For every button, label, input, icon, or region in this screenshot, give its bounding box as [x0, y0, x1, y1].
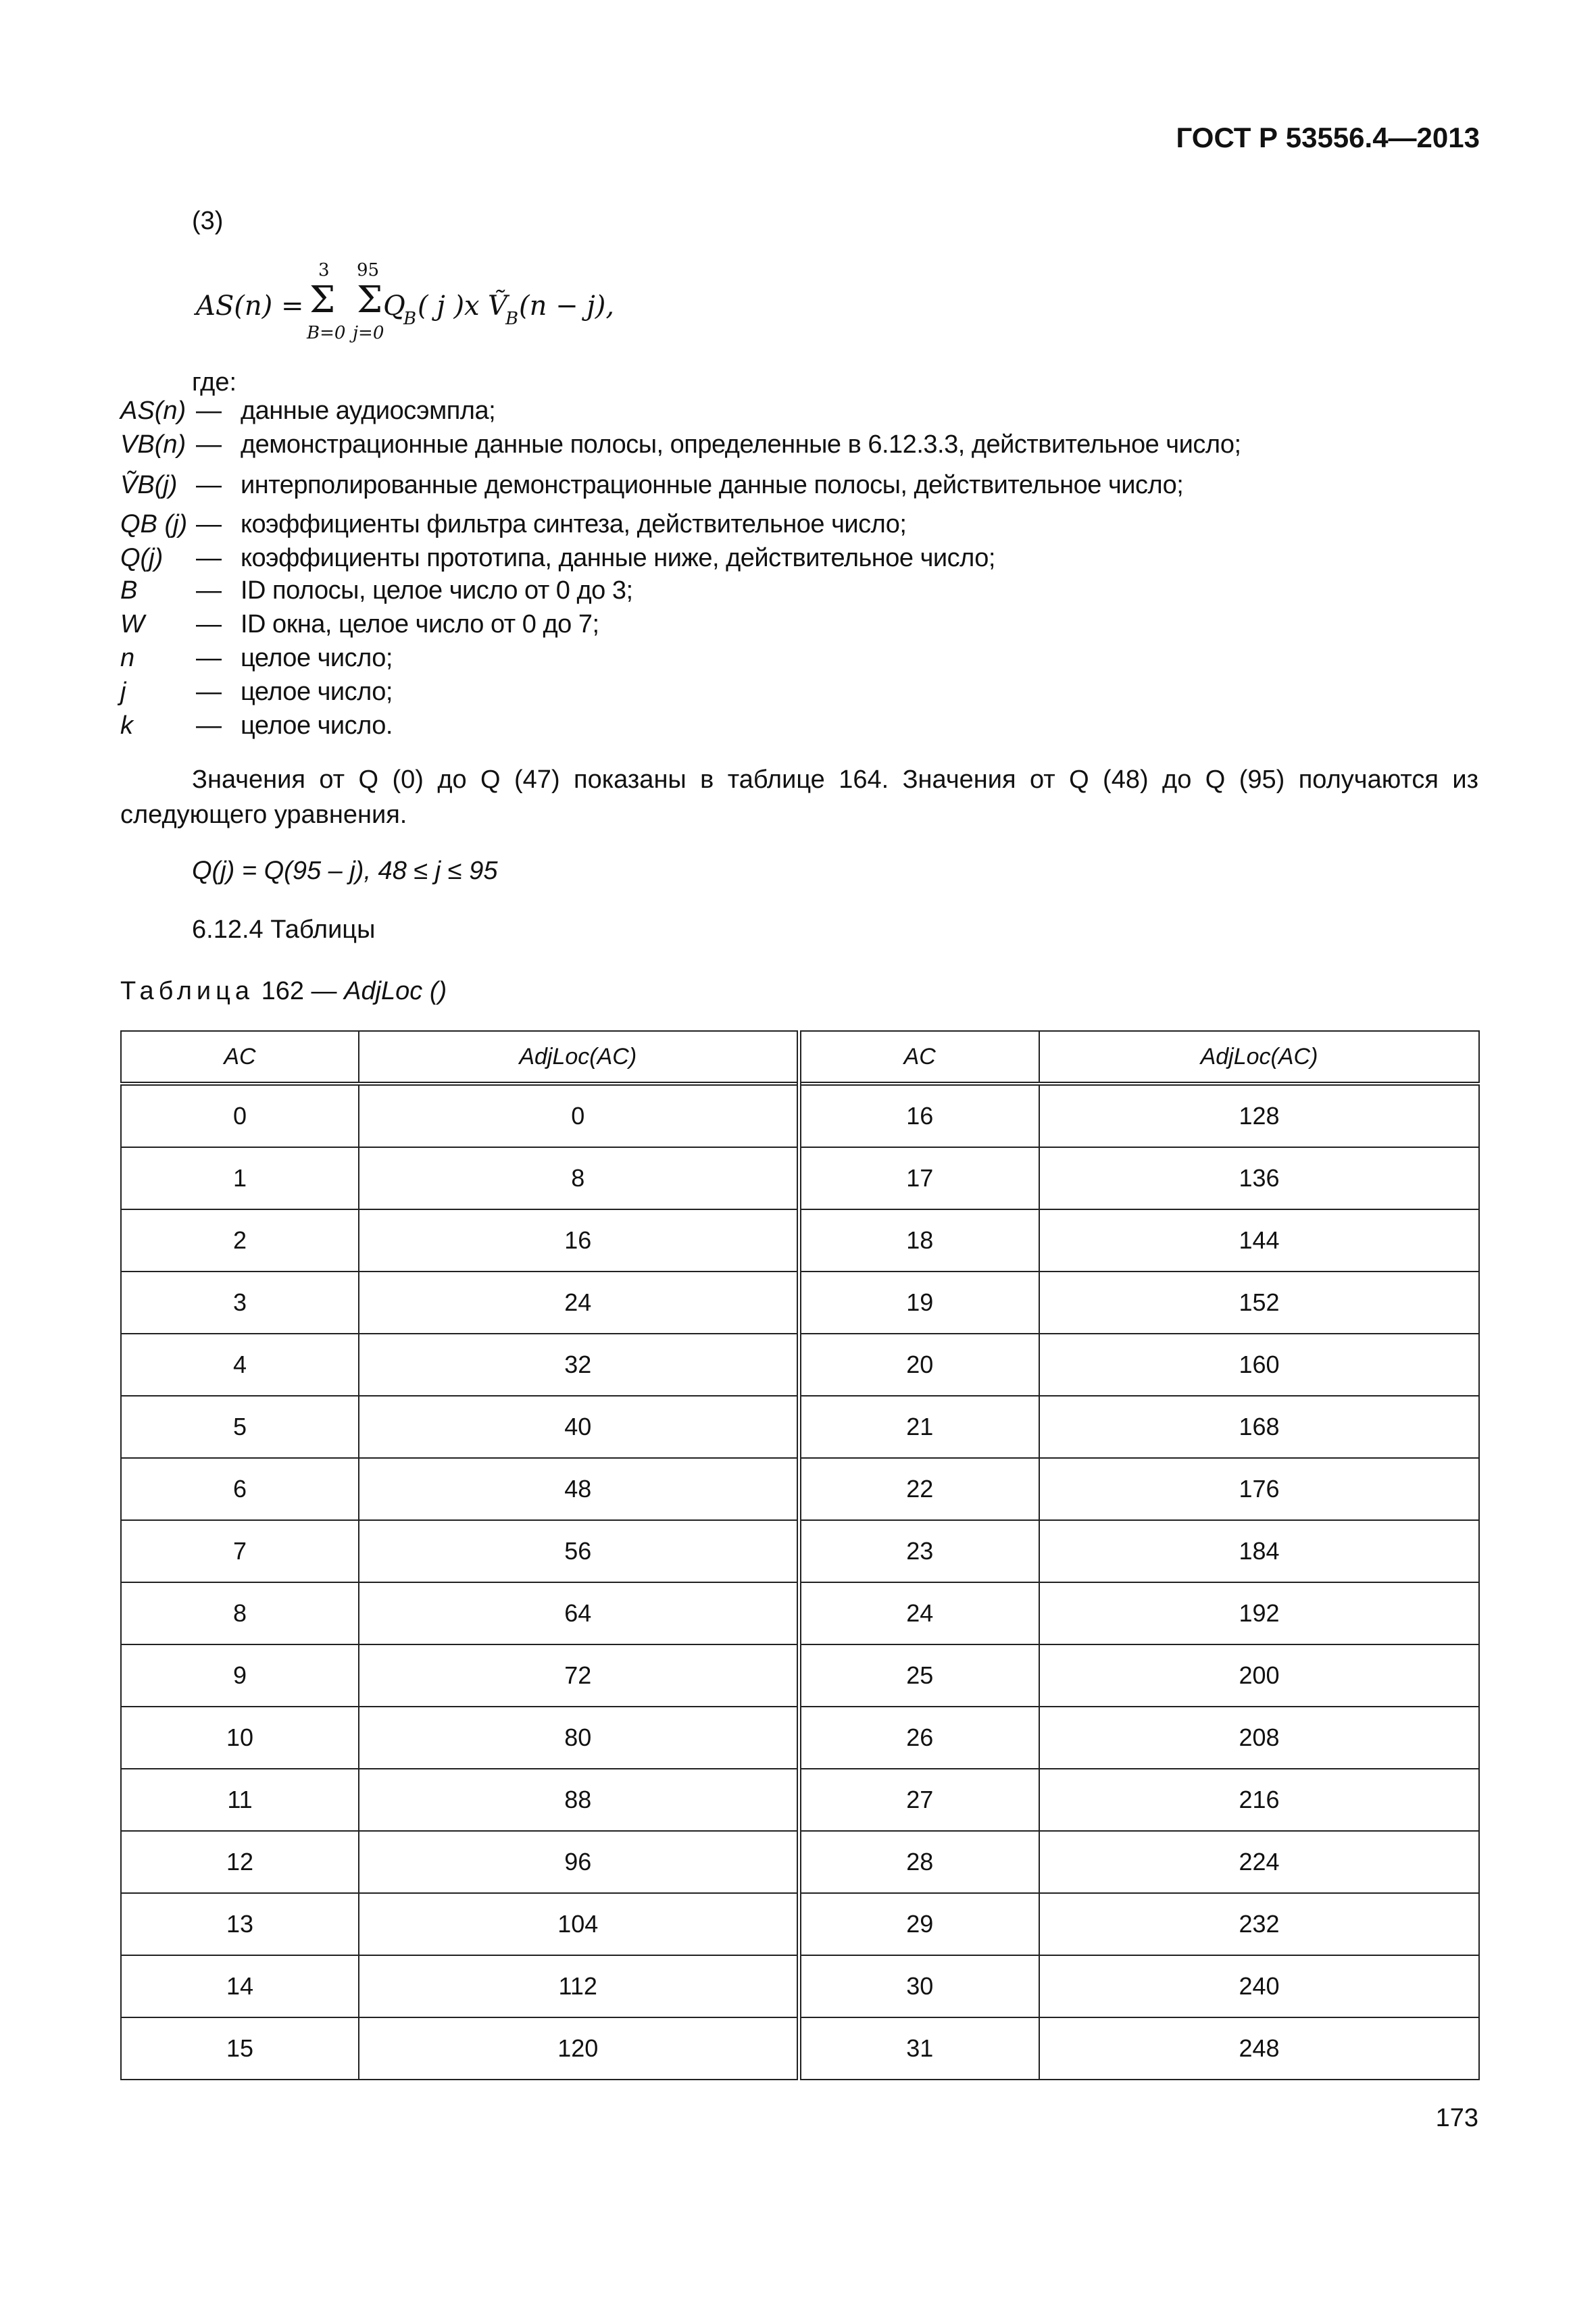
definition-text: целое число;	[241, 644, 393, 672]
definition-dash: —	[196, 397, 222, 425]
header-ac: AC	[799, 1031, 1039, 1084]
equation-q-symmetry	[192, 857, 497, 886]
formula-lhs: AS(n) =	[196, 291, 304, 322]
sum1-symbol: Σ	[309, 278, 336, 321]
table-row	[121, 1084, 1479, 1147]
table-row	[121, 1955, 1479, 2017]
cell-ac: 3	[121, 1272, 359, 1334]
definition-symbol: Q(j)	[120, 544, 164, 572]
table-row	[121, 1272, 1479, 1334]
equation-number: (3)	[192, 207, 224, 235]
where-label: где:	[192, 368, 237, 397]
cell-ac: 31	[799, 2017, 1039, 2080]
definition-text: данные аудиосэмпла;	[241, 397, 496, 425]
definition-symbol: AS(n)	[120, 397, 186, 425]
cell-adjloc: 152	[1039, 1272, 1479, 1334]
cell-ac: 5	[121, 1396, 359, 1458]
cell-adjloc: 168	[1039, 1396, 1479, 1458]
header-adjloc: AdjLoc(AC)	[359, 1031, 799, 1084]
formula	[196, 260, 669, 355]
cell-ac: 15	[121, 2017, 359, 2080]
definition-text: коэффициенты прототипа, данные ниже, действительное число;	[241, 544, 995, 572]
sum1-lower: B=0	[307, 323, 346, 343]
formula-v-tilde: Ṽ	[488, 291, 507, 322]
adjloc-table	[120, 1030, 1480, 2080]
table-row	[121, 1707, 1479, 1769]
definition-text: демонстрационные данные полосы, определенные в 6.12.3.3, действительное число;	[241, 430, 1241, 459]
definition-dash: —	[196, 430, 222, 459]
page-number: 173	[1435, 2104, 1478, 2132]
cell-adjloc: 208	[1039, 1707, 1479, 1769]
cell-ac: 14	[121, 1955, 359, 2017]
cell-adjloc: 200	[1039, 1644, 1479, 1707]
cell-adjloc: 144	[1039, 1209, 1479, 1272]
definition-dash: —	[196, 644, 222, 672]
table-caption-name: AdjLoc ()	[344, 977, 447, 1005]
cell-ac: 2	[121, 1209, 359, 1272]
cell-adjloc: 128	[1039, 1084, 1479, 1147]
cell-adjloc: 8	[359, 1147, 799, 1209]
definition-dash: —	[196, 711, 222, 740]
cell-ac: 10	[121, 1707, 359, 1769]
table-row	[121, 1893, 1479, 1955]
cell-adjloc: 32	[359, 1334, 799, 1396]
cell-ac: 11	[121, 1769, 359, 1831]
cell-adjloc: 72	[359, 1644, 799, 1707]
formula-tail: (n − j),	[519, 291, 615, 322]
body-paragraph: Значения от Q (0) до Q (47) показаны в таблице 164. Значения от Q (48) до Q (95) получаются из следующего уравнения.	[120, 765, 1478, 829]
cell-ac: 1	[121, 1147, 359, 1209]
cell-adjloc: 64	[359, 1582, 799, 1644]
definition-symbol: VB(n)	[120, 430, 186, 459]
cell-ac: 8	[121, 1582, 359, 1644]
definition-dash: —	[196, 471, 222, 499]
document-header: ГОСТ Р 53556.4—2013	[1176, 122, 1480, 153]
definition-dash: —	[196, 678, 222, 706]
cell-ac: 22	[799, 1458, 1039, 1520]
table-row	[121, 1582, 1479, 1644]
cell-ac: 20	[799, 1334, 1039, 1396]
cell-adjloc: 112	[359, 1955, 799, 2017]
formula-q: Q	[383, 291, 405, 322]
definition-dash: —	[196, 544, 222, 572]
table-row	[121, 1396, 1479, 1458]
cell-adjloc: 96	[359, 1831, 799, 1893]
cell-adjloc: 40	[359, 1396, 799, 1458]
cell-ac: 9	[121, 1644, 359, 1707]
cell-adjloc: 184	[1039, 1520, 1479, 1582]
cell-ac: 6	[121, 1458, 359, 1520]
cell-adjloc: 176	[1039, 1458, 1479, 1520]
cell-adjloc: 80	[359, 1707, 799, 1769]
header-adjloc: AdjLoc(AC)	[1039, 1031, 1479, 1084]
cell-adjloc: 216	[1039, 1769, 1479, 1831]
table-row	[121, 1147, 1479, 1209]
cell-adjloc: 48	[359, 1458, 799, 1520]
sum2-lower: j=0	[353, 323, 384, 343]
cell-ac: 27	[799, 1769, 1039, 1831]
definition-text: коэффициенты фильтра синтеза, действительное число;	[241, 510, 907, 538]
cell-adjloc: 248	[1039, 2017, 1479, 2080]
definition-symbol: W	[120, 610, 145, 638]
cell-adjloc: 136	[1039, 1147, 1479, 1209]
sum2-symbol: Σ	[357, 278, 383, 321]
definition-text: целое число.	[241, 711, 393, 740]
definition-symbol: ṼB(j)	[120, 471, 178, 499]
cell-adjloc: 16	[359, 1209, 799, 1272]
table-row	[121, 1458, 1479, 1520]
cell-adjloc: 232	[1039, 1893, 1479, 1955]
cell-adjloc: 88	[359, 1769, 799, 1831]
section-heading: 6.12.4 Таблицы	[192, 915, 376, 944]
cell-ac: 21	[799, 1396, 1039, 1458]
cell-ac: 18	[799, 1209, 1039, 1272]
formula-v-sub: B	[505, 309, 519, 329]
cell-adjloc: 24	[359, 1272, 799, 1334]
definition-symbol: QB (j)	[120, 510, 188, 538]
table-row	[121, 1520, 1479, 1582]
table-caption-number: 162 —	[261, 977, 345, 1005]
formula-q-sub: B	[403, 309, 417, 329]
table-row	[121, 1334, 1479, 1396]
cell-adjloc: 240	[1039, 1955, 1479, 2017]
definition-dash: —	[196, 576, 222, 605]
cell-adjloc: 224	[1039, 1831, 1479, 1893]
table-caption-label: Таблица	[120, 977, 254, 1005]
table-row	[121, 1769, 1479, 1831]
definition-text: целое число;	[241, 678, 393, 706]
definition-symbol: B	[120, 576, 138, 605]
cell-ac: 23	[799, 1520, 1039, 1582]
cell-adjloc: 192	[1039, 1582, 1479, 1644]
cell-ac: 26	[799, 1707, 1039, 1769]
cell-ac: 29	[799, 1893, 1039, 1955]
equation-text: Q(j) = Q(95 – j), 48 ≤ j ≤ 95	[192, 857, 498, 885]
sum2-upper: 95	[357, 260, 380, 280]
cell-ac: 16	[799, 1084, 1039, 1147]
header-ac: AC	[121, 1031, 359, 1084]
formula-mid: ( j )x	[418, 291, 480, 322]
definition-symbol: j	[120, 678, 126, 706]
cell-ac: 24	[799, 1582, 1039, 1644]
cell-adjloc: 120	[359, 2017, 799, 2080]
definition-symbol: k	[120, 711, 133, 740]
cell-ac: 19	[799, 1272, 1039, 1334]
table-row	[121, 2017, 1479, 2080]
definition-text: интерполированные демонстрационные данные полосы, действительное число;	[241, 471, 1184, 499]
cell-ac: 0	[121, 1084, 359, 1147]
cell-adjloc: 0	[359, 1084, 799, 1147]
table-row	[121, 1831, 1479, 1893]
definition-text: ID окна, целое число от 0 до 7;	[241, 610, 599, 638]
cell-ac: 25	[799, 1644, 1039, 1707]
cell-ac: 12	[121, 1831, 359, 1893]
cell-ac: 17	[799, 1147, 1039, 1209]
table-row	[121, 1209, 1479, 1272]
table-row	[121, 1644, 1479, 1707]
cell-adjloc: 56	[359, 1520, 799, 1582]
cell-ac: 4	[121, 1334, 359, 1396]
sum1-upper: 3	[318, 260, 330, 280]
definition-dash: —	[196, 610, 222, 638]
cell-ac: 30	[799, 1955, 1039, 2017]
cell-adjloc: 160	[1039, 1334, 1479, 1396]
table-header-row	[121, 1031, 1479, 1084]
cell-ac: 13	[121, 1893, 359, 1955]
cell-adjloc: 104	[359, 1893, 799, 1955]
cell-ac: 28	[799, 1831, 1039, 1893]
definition-dash: —	[196, 510, 222, 538]
cell-ac: 7	[121, 1520, 359, 1582]
definition-text: ID полосы, целое число от 0 до 3;	[241, 576, 633, 605]
definition-symbol: n	[120, 644, 135, 672]
table-caption	[120, 977, 447, 1006]
